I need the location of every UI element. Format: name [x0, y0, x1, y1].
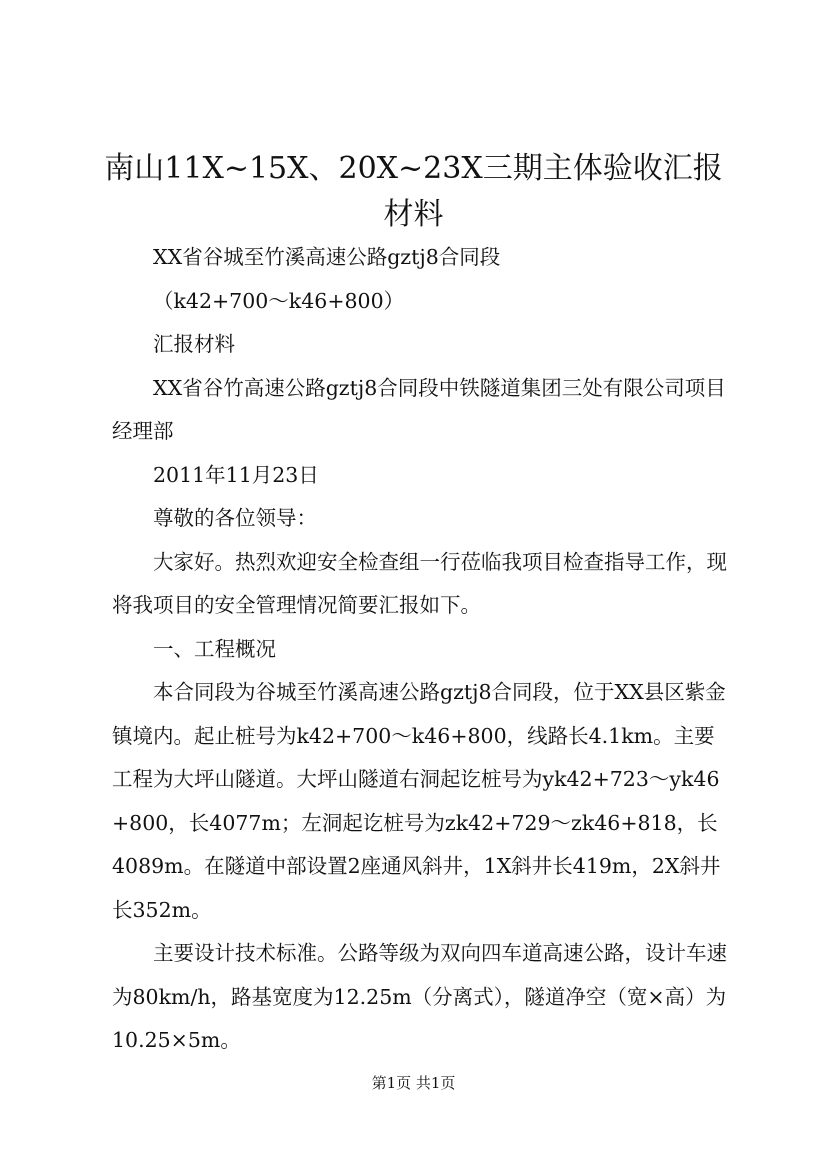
paragraph-standards: 主要设计技术标准。公路等级为双向四车道高速公路，设计车速为80km/h，路基宽度为12.25m（分离式），隧道净空（宽×高）为10.25×5m。 [112, 941, 727, 1052]
document-body [112, 236, 727, 1063]
paragraph-date: 2011年11月23日 [153, 462, 319, 487]
paragraph-organization: XX省谷竹高速公路gztj8合同段中铁隧道集团三处有限公司项目经理部 [112, 375, 726, 443]
paragraph-greeting: 大家好。热烈欢迎安全检查组一行莅临我项目检查指导工作，现将我项目的安全管理情况简要汇报如下。 [112, 549, 727, 617]
paragraph-stake-range: （k42+700～k46+800） [153, 288, 405, 313]
paragraph-salutation: 尊敬的各位领导： [153, 506, 317, 530]
paragraph-overview: 本合同段为谷城至竹溪高速公路gztj8合同段，位于XX县区紫金镇境内。起止桩号为k42+700～k46+800，线路长4.1km。主要工程为大坪山隧道。大坪山隧道右洞起讫桩号为yk42+723～yk46+800，长4077m；左洞起讫桩号为zk42+729～zk46+818，长4089m。在隧道中部设置2座通风斜井，1X斜井长419m，2X斜井长352m。 [112, 680, 726, 922]
document-title: 南山11X~15X、20X~23X三期主体验收汇报材料 [104, 151, 723, 232]
section-heading-overview: 一、工程概况 [153, 636, 276, 661]
paragraph-report-label: 汇报材料 [153, 332, 235, 356]
page-footer: 第1页 共1页 [371, 1074, 456, 1092]
paragraph-project-name: XX省谷城至竹溪高速公路gztj8合同段 [153, 245, 501, 269]
